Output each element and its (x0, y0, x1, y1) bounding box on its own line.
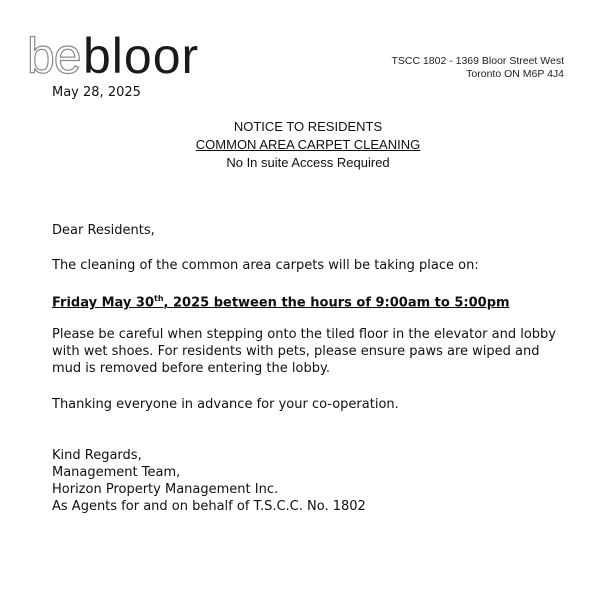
notice-title: COMMON AREA CARPET CLEANING (195, 137, 421, 152)
schedule-suffix: th (154, 294, 164, 303)
signature-agents: As Agents for and on behalf of T.S.C.C. No. 1802 (52, 499, 366, 514)
notice-subtitle: No In suite Access Required (226, 155, 390, 170)
intro-text: The cleaning of the common area carpets will be taking place on: (52, 258, 479, 273)
notice-header (0, 118, 600, 172)
notice-heading: NOTICE TO RESIDENTS (233, 119, 383, 134)
signature-company: Horizon Property Management Inc. (52, 482, 279, 497)
schedule-text (52, 290, 572, 311)
logo-name: bloor (83, 28, 200, 84)
signature-closing: Kind Regards, (52, 448, 142, 463)
address-line-1: TSCC 1802 - 1369 Bloor Street West (391, 55, 564, 67)
caution-paragraph: Please be careful when stepping onto the tiled floor in the elevator and lobby with wet shoes. For residents with pets, please ensure paws are wiped and mud is removed before entering the lobby. (52, 327, 556, 376)
signature-block (52, 447, 572, 515)
building-logo (27, 30, 227, 82)
building-address (391, 55, 564, 81)
signature-team: Management Team, (52, 465, 181, 480)
schedule-rest: , 2025 between the hours of 9:00am to 5:00pm (163, 295, 510, 311)
schedule-day: Friday May 30 (52, 295, 154, 311)
logo-prefix: be (27, 28, 81, 84)
notice-date: May 28, 2025 (52, 85, 141, 100)
address-line-2: Toronto ON M6P 4J4 (466, 68, 564, 80)
greeting: Dear Residents, (52, 223, 155, 238)
thanks-text: Thanking everyone in advance for your co-operation. (52, 397, 399, 412)
